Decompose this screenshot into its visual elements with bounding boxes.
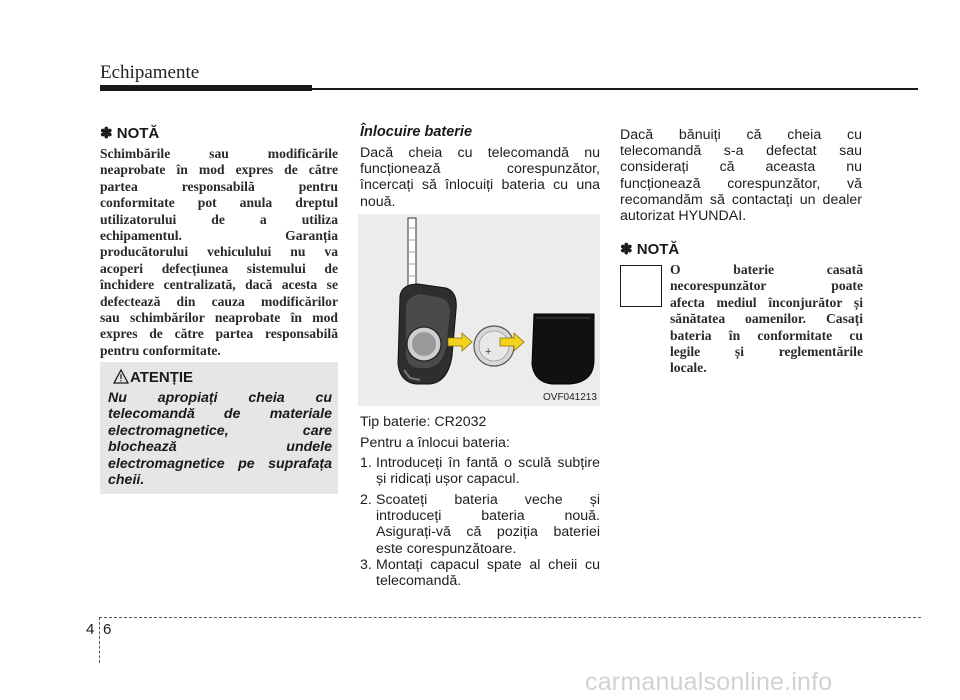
step-number: 3. [360,557,372,573]
note-line: producătorului vehiculului nu va [100,244,338,260]
note-line: pentru conformitate. [100,342,221,358]
footer-vertical-divider [99,617,100,663]
section-title: Echipamente [100,62,200,83]
warning-line: Nu apropiați cheia cu [108,390,332,406]
note-line: locale. [670,360,707,376]
note-heading [100,124,159,142]
asterisk-icon: ✽ [620,241,633,258]
svg-text:+: + [485,346,492,358]
warning-triangle-icon [113,369,129,389]
note-heading [620,240,679,258]
note-line: sănătatea oamenilor. Casați [670,311,863,327]
intro-line: Dacă cheia cu telecomandă nu [360,145,600,161]
note-body [100,146,338,359]
note-line: afecta mediul înconjurător și [670,294,863,310]
battery-replacement-heading: Înlocuire baterie [360,124,473,140]
note-body [670,262,863,377]
page-number: 6 [103,621,112,638]
step-item [360,557,600,589]
figure-code: OVF041213 [543,392,597,403]
note-line: conformitate pot anula dreptul [100,195,338,211]
note-line: partea responsabilă pentru [100,178,338,194]
note-line: acoperi defecțiunea sistemului de [100,260,338,276]
step-line: Scoateți bateria veche și [376,492,600,508]
intro-line: încercați să înlocuiți bateria cu una [360,177,600,194]
note-heading-text: NOTĂ [116,125,160,142]
watermark: carmanualsonline.info [585,668,833,696]
step-line: Introduceți în fantă o sculă subțire [376,455,600,471]
battery-intro [360,145,600,210]
warning-title: ATENȚIE [130,369,194,386]
step-number: 2. [360,492,372,508]
footer-divider [99,617,921,618]
header-rule-thin [312,88,918,90]
note-line: Schimbările sau modificările [100,146,338,161]
note-heading-text: NOTĂ [636,241,680,258]
header-rule [100,85,312,91]
step-line: telecomandă. [376,573,462,590]
asterisk-icon: ✽ [100,125,113,142]
note-line: utilizatorului de a utiliza [100,211,338,227]
replace-lead: Pentru a înlocui bateria: [360,435,510,451]
paragraph-line: recomandăm să contactați un dealer [620,191,862,208]
paragraph-line: telecomandă s-a defectat sau [620,143,862,160]
intro-line: funcționează corespunzător, [360,161,600,178]
paragraph-line: funcționează corespunzător, vă [620,175,862,192]
note-line: echipamentul. Garanția [100,228,338,244]
malfunction-paragraph [620,127,862,224]
warning-line: electromagnetice pe suprafața [108,455,332,472]
disposal-icon [620,265,662,307]
paragraph-line: Dacă bănuiți că cheia cu [620,127,862,143]
warning-line: electromagnetice, care [108,422,332,439]
note-line: bateria în conformitate cu [670,327,863,343]
note-line: sau schimbărilor neaprobate în mod [100,310,338,326]
key-battery-illustration [358,214,600,406]
step-line: și ridicați ușor capacul. [376,471,520,488]
step-number: 1. [360,455,372,471]
step-item [360,455,600,487]
step-line: este corespunzătoare. [376,540,517,557]
section-number: 4 [86,621,95,638]
battery-type: Tip baterie: CR2032 [360,414,487,430]
step-item [360,492,600,557]
step-line: Montați capacul spate al cheii cu [376,557,600,573]
step-line: Asigurați-vă că poziția bateriei [376,524,600,541]
note-line: O baterie casată [670,262,863,277]
step-line: introduceți bateria nouă. [376,508,600,525]
note-line: neaprobate în mod expres de către [100,162,338,178]
paragraph-line: considerați că aceasta nu [620,159,862,176]
warning-body [108,390,332,488]
note-line: închidere centralizată, dacă acesta se [100,277,338,293]
paragraph-line: autorizat HYUNDAI. [620,208,747,225]
warning-line: telecomandă de materiale [108,406,332,423]
intro-line: nouă. [360,193,396,210]
note-line: defectează din cauza modificărilor [100,293,338,309]
note-line: legile și reglementările [670,344,863,360]
warning-line: cheii. [108,472,145,489]
warning-line: blochează undele [108,439,332,456]
note-line: necorespunzător poate [670,278,863,294]
note-line: expres de către partea responsabilă [100,326,338,342]
